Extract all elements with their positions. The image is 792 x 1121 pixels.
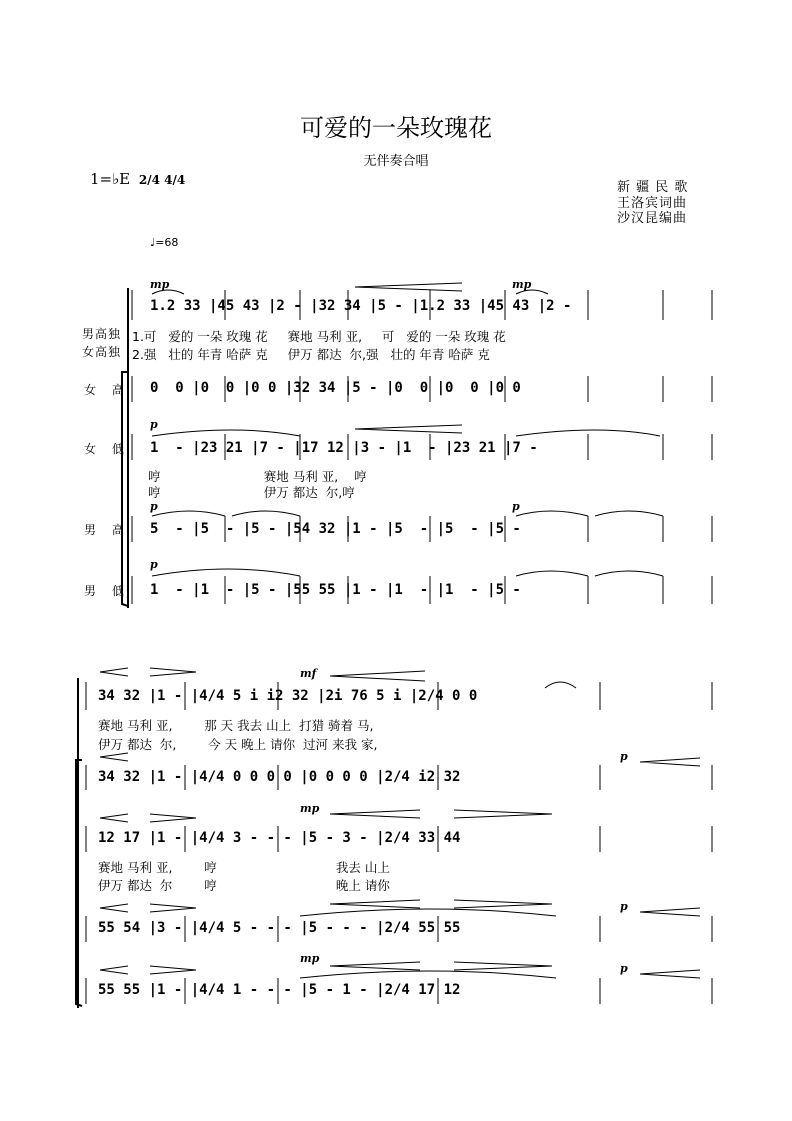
dynamic-p: p [150, 558, 158, 571]
dynamic-mp: mp [150, 278, 170, 291]
soprano-label: 女 高 [84, 383, 130, 397]
soprano-notes-s2: 34 32 |1 - |4/4 0 0 0 0 |0 0 0 0 |2/4 i2 32 [98, 769, 461, 785]
alto-lyrics-verse1-s1: 哼 赛地 马利 亚, 哼 [148, 469, 367, 484]
key-text: 1=♭E [90, 170, 131, 188]
solo-notes-s1: 1.2 33 |45 43 |2 - |32 34 |5 - |1.2 33 |45 43 |2 - [150, 298, 572, 314]
dynamic-p: p [620, 900, 628, 913]
dynamic-p: p [150, 500, 158, 513]
alto-notes-s2: 12 17 |1 - |4/4 3 - - - |5 - 3 - |2/4 33 44 [98, 830, 461, 846]
dynamic-mp: mp [300, 952, 320, 965]
tenor-notes-s1: 5 - |5 - |5 - |54 32 |1 - |5 - |5 - |5 - [150, 521, 521, 537]
dynamic-p: p [620, 750, 628, 763]
credit-origin: 新 疆 民 歌 [617, 180, 689, 195]
subtitle: 无伴奏合唱 [363, 154, 429, 169]
page-title: 可爱的一朵玫瑰花 [300, 114, 492, 142]
tenor-notes-s2: 55 54 |3 - |4/4 5 - - - |5 - - - |2/4 55 55 [98, 920, 461, 936]
tenor-label: 男 高 [84, 523, 130, 537]
alto-notes-s1: 1 - |23 21 |7 - |17 12 |3 - |1 - |23 21 |7 - [150, 440, 538, 456]
dynamic-mp: mp [300, 802, 320, 815]
dynamic-mf: mf [300, 667, 317, 680]
solo-lyrics-verse1-s1: 1.可 爱的 一朵 玫瑰 花 赛地 马利 亚, 可 爱的 一朵 玫瑰 花 [132, 329, 506, 344]
alto-lyrics-verse2-s2: 伊万 都达 尔 哼 晚上 请你 [98, 878, 390, 893]
tempo-mark: ♩=68 [150, 236, 179, 249]
credit-arranger: 沙汉昆编曲 [617, 211, 688, 226]
solo-lyrics-verse2-s2: 伊万 都达 尔, 今 天 晚上 请你 过河 来我 家, [98, 737, 378, 752]
soprano-notes-s1: 0 0 |0 0 |0 0 |32 34 |5 - |0 0 |0 0 |0 0 [150, 380, 521, 396]
bass-notes-s1: 1 - |1 - |5 - |55 55 |1 - |1 - |1 - |5 - [150, 582, 521, 598]
solo-lyrics-verse2-s1: 2.强 壮的 年青 哈萨 克 伊万 都达 尔,强 壮的 年青 哈萨 克 [132, 347, 490, 362]
dynamic-p: p [512, 500, 520, 513]
alto-lyrics-verse1-s2: 赛地 马利 亚, 哼 我去 山上 [98, 860, 390, 875]
dynamic-p: p [620, 962, 628, 975]
time-signature: 2/4 4/4 [138, 173, 186, 187]
solo-notes-s2: 34 32 |1 - |4/4 5 i i2 32 |2i 76 5 i |2/4 0 0 [98, 688, 478, 704]
dynamic-mp: mp [512, 278, 532, 291]
solo-lyrics-verse1-s2: 赛地 马利 亚, 那 天 我去 山上 打猎 骑着 马, [98, 718, 374, 733]
alto-lyrics-verse2-s1: 哼 伊万 都达 尔,哼 [148, 485, 355, 500]
credit-composer: 王洛宾词曲 [617, 196, 688, 211]
bass-notes-s2: 55 55 |1 - |4/4 1 - - - |5 - 1 - |2/4 17 12 [98, 982, 461, 998]
dynamic-p: p [150, 418, 158, 431]
bass-label: 男 低 [84, 584, 130, 598]
solo-label: 男高独 女高独 [82, 327, 122, 359]
alto-label: 女 低 [84, 442, 130, 456]
